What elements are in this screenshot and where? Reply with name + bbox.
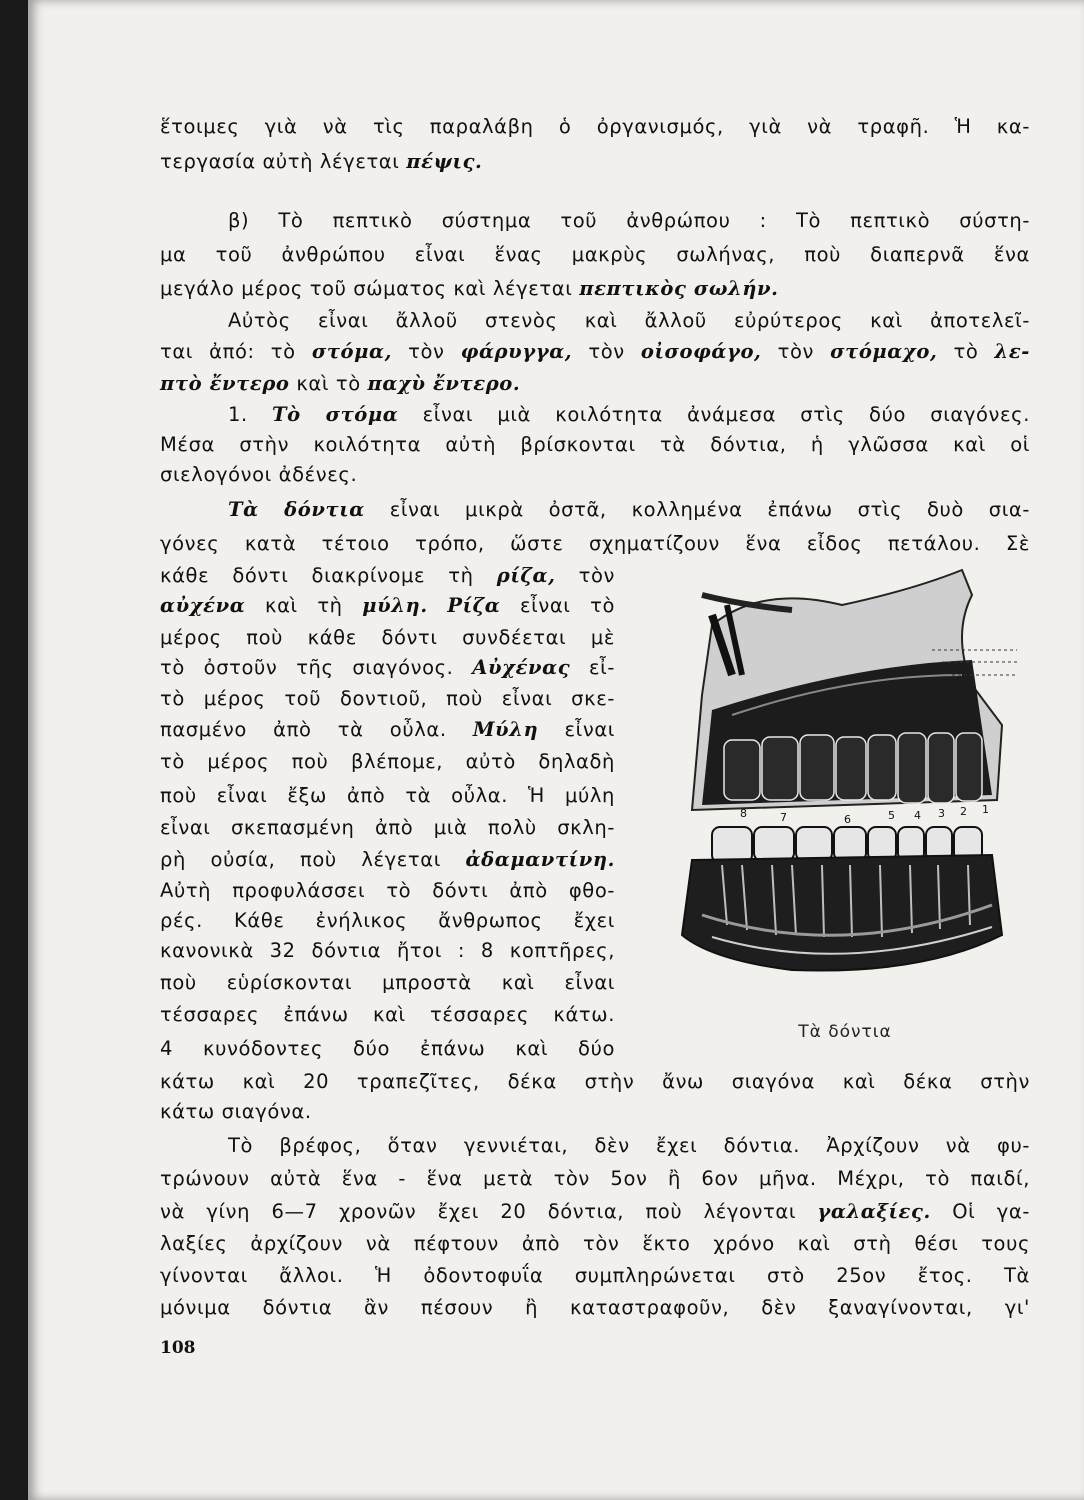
text-line: μόνιμα δόντια ἂν πέσουν ἢ καταστραφοῦν, δὲν ξαναγίνονται, γι': [160, 1296, 1030, 1319]
page-number: 108: [160, 1338, 196, 1358]
tooth-number: 2: [960, 805, 967, 818]
text-line: κανονικὰ 32 δόντια ἤτοι : 8 κοπτῆρες,: [160, 939, 615, 962]
text-line: εἶναι σκεπασμένη ἀπὸ μιὰ πολὺ σκλη-: [160, 816, 615, 839]
text-line: Τὸ βρέφος, ὅταν γεννιέται, δὲν ἔχει δόντια. Ἀρχίζουν νὰ φυ-: [228, 1134, 1030, 1157]
text-line: κάτω σιαγόνα.: [160, 1100, 312, 1123]
text-line: ποὺ εὑρίσκονται μπροστὰ καὶ εἶναι: [160, 971, 615, 994]
tooth-number: 5: [888, 809, 895, 822]
tooth-number: 8: [740, 807, 747, 820]
text-line: γίνονται ἄλλοι. Ἡ ὀδοντοφυΐα συμπληρώνεται στὸ 25ον ἔτος. Τὰ: [160, 1264, 1030, 1287]
text-line: μα τοῦ ἀνθρώπου εἶναι ἕνας μακρὺς σωλήνας, ποὺ διαπερνᾶ ἕνα: [160, 243, 1030, 266]
text-line: τὸ μέρος ποὺ βλέπομε, αὐτὸ δηλαδὴ: [160, 750, 615, 773]
text-line: 4 κυνόδοντες δύο ἐπάνω καὶ δύο: [160, 1037, 615, 1060]
text-line: ἕτοιμες γιὰ νὰ τὶς παραλάβη ὁ ὀργανισμός, γιὰ νὰ τραφῆ. Ἡ κα-: [160, 115, 1030, 138]
text-line: αὐχένα καὶ τὴ μύλη. Ρίζα εἶναι τὸ: [160, 594, 615, 617]
text-line: Μέσα στὴν κοιλότητα αὐτὴ βρίσκονται τὰ δόντια, ἡ γλῶσσα καὶ οἱ: [160, 433, 1030, 456]
text-line: Αὐτὸς εἶναι ἄλλοῦ στενὸς καὶ ἄλλοῦ εὐρύτερος καὶ ἀποτελεῖ-: [228, 309, 1030, 332]
figure-caption: Τὰ δόντια: [798, 1022, 892, 1042]
text-line: τέσσαρες ἐπάνω καὶ τέσσαρες κάτω.: [160, 1003, 615, 1026]
text-line: σιελογόνοι ἀδένες.: [160, 463, 358, 486]
text-line: 1. Τὸ στόμα εἶναι μιὰ κοιλότητα ἀνάμεσα στὶς δύο σιαγόνες.: [228, 403, 1030, 426]
teeth-illustration: [672, 565, 1022, 985]
text-line: κάτω καὶ 20 τραπεζῖτες, δέκα στὴν ἄνω σιαγόνα καὶ δέκα στὴν: [160, 1070, 1030, 1093]
text-line: Αὐτὴ προφυλάσσει τὸ δόντι ἀπὸ φθο-: [160, 879, 615, 902]
section-heading-line: β) Τὸ πεπτικὸ σύστημα τοῦ ἀνθρώπου : Τὸ πεπτικὸ σύστη-: [228, 209, 1030, 232]
text-line: πτὸ ἔντερο καὶ τὸ παχὺ ἔντερο.: [160, 372, 521, 395]
tooth-number: 1: [982, 803, 989, 816]
tooth-number: 6: [844, 813, 851, 826]
text-line: τρώνουν αὐτὰ ἕνα - ἕνα μετὰ τὸν 5ον ἢ 6ον μῆνα. Μέχρι, τὸ παιδί,: [160, 1167, 1030, 1190]
tooth-number: 7: [780, 811, 787, 824]
text-line: λαξίες ἀρχίζουν νὰ πέφτουν ἀπὸ τὸν ἕκτο χρόνο καὶ στὴ θέσι τους: [160, 1232, 1030, 1255]
text-line: ρές. Κάθε ἐνήλικος ἄνθρωπος ἔχει: [160, 909, 615, 932]
text-line: τεργασία αὐτὴ λέγεται πέψις.: [160, 150, 483, 173]
text-line: γόνες κατὰ τέτοιο τρόπο, ὥστε σχηματίζουν ἕνα εἶδος πετάλου. Σὲ: [160, 532, 1030, 555]
text-line: τὸ μέρος τοῦ δοντιοῦ, ποὺ εἶναι σκε-: [160, 687, 615, 710]
text-line: τὸ ὀστοῦν τῆς σιαγόνος. Αὐχένας εἶ-: [160, 656, 616, 679]
tooth-number: 4: [914, 809, 921, 822]
text-line: Τὰ δόντια εἶναι μικρὰ ὀστᾶ, κολλημένα ἐπάνω στὶς δυὸ σια-: [228, 498, 1031, 521]
text-line: μεγάλο μέρος τοῦ σώματος καὶ λέγεται πεπτικὸς σωλήν.: [160, 277, 779, 300]
text-line: κάθε δόντι διακρίνομε τὴ ρίζα, τὸν: [160, 564, 615, 587]
tooth-number: 3: [938, 807, 945, 820]
text-line: μέρος ποὺ κάθε δόντι συνδέεται μὲ: [160, 626, 615, 649]
text-line: ποὺ εἶναι ἔξω ἀπὸ τὰ οὖλα. Ἡ μύλη: [160, 784, 615, 807]
text-line: πασμένο ἀπὸ τὰ οὖλα. Μύλη εἶναι: [160, 718, 615, 741]
text-line: ται ἀπό: τὸ στόμα, τὸν φάρυγγα, τὸν οἰσοφάγο, τὸν στόμαχο, τὸ λε-: [160, 340, 1030, 363]
text-line: ρὴ οὐσία, ποὺ λέγεται ἀδαμαντίνη.: [160, 848, 615, 871]
text-line: νὰ γίνη 6—7 χρονῶν ἔχει 20 δόντια, ποὺ λέγονται γαλαξίες. Οἱ γα-: [160, 1200, 1030, 1223]
